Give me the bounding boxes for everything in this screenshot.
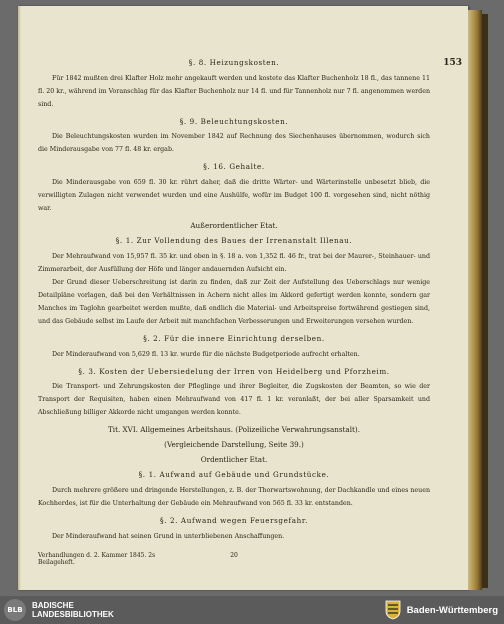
paragraph: Der Grund dieser Ueberschreitung ist darin zu finden, daß zur Zeit der Aufstellung des Ueberschlags nur wenige Detailpläne vorlagen, daß bei den Verhältnissen in Achern nicht alles im Akkord gefertigt werden konnte, sondern gar Manches im Taglohn gearbeitet werden mußte, daß endlich die Material- und Arbeitspreise fortwährend gestiegen sind, und das Gebäude selbst im Laufe der Arbeit mit manchfachen Verbesserungen und Erweiterungen versehen wurden. [38, 278, 430, 325]
section-heading: §. 1. Zur Vollendung des Baues der Irrenanstalt Illenau. [115, 236, 353, 246]
paragraph: Die Beleuchtungskosten wurden im November 1842 auf Rechnung des Siechenhauses übernommen, wodurch sich die Minderausgabe von 77 fl. 48 kr. ergab. [38, 133, 430, 154]
library-name[interactable] [32, 601, 114, 619]
state-crest-icon [385, 600, 401, 620]
page-footer [38, 552, 430, 566]
footer-spacer [299, 552, 430, 566]
centered-title: Tit. XVI. Allgemeines Arbeitshaus. (Polizeiliche Verwahrungsanstalt). [107, 425, 360, 435]
centered-title: (Vergleichende Darstellung, Seite 39.) [164, 440, 304, 450]
paragraph: Der Mehraufwand von 15,957 fl. 35 kr. und oben in §. 18 a. von 1,352 fl. 46 fr., trat bei der Maurer-, Steinhauer- und Zimmerarbeit, der Ausfüllung der Höfe und länger andauernden Aufsicht ein. [38, 252, 430, 273]
page-number: 153 [443, 58, 462, 68]
centered-title: Außerordentlicher Etat. [190, 221, 278, 231]
footer-source: Verhandlungen d. 2. Kammer 1845. 2s Beilageheft. [38, 552, 156, 566]
section-heading: §. 2. Aufwand wegen Feuersgefahr. [160, 516, 308, 526]
library-name-line1: BADISCHE [32, 601, 74, 610]
section-heading: §. 3. Kosten der Uebersiedelung der Irren von Heidelberg und Pforzheim. [78, 366, 390, 376]
section-heading: §. 2. Für die innere Einrichtung derselben. [143, 333, 325, 343]
blb-logo-icon[interactable]: BLB [4, 599, 26, 621]
section-heading: §. 9. Beleuchtungskosten. [179, 116, 289, 126]
book-edge [468, 10, 482, 590]
section-heading: §. 1. Aufwand auf Gebäude und Grundstücke. [138, 470, 330, 480]
library-name-line2: LANDESBIBLIOTHEK [32, 610, 114, 619]
paragraph: Der Minderaufwand von 5,629 fl. 13 kr. wurde für die nächste Budgetperiode aufrecht erhalten. [52, 350, 360, 358]
section-heading: §. 16. Gehalte. [203, 162, 265, 172]
section-heading: §. 8. Heizungskosten. [188, 58, 280, 67]
state-logo[interactable] [385, 600, 498, 620]
page-gutter [18, 6, 21, 590]
book-cover-edge [482, 14, 488, 588]
paragraph: Der Minderaufwand hat seinen Grund in unterbliebenen Anschaffungen. [52, 532, 285, 540]
page-text [38, 52, 430, 543]
paragraph: Durch mehrere größere und dringende Herstellungen, z. B. der Thorwartswohnung, der Dachkandle und eines neuen Kochherdes, ist für die Unterhaltung der Gebäude ein Mehraufwand von 565 fl. 33 kr. entstanden. [38, 487, 430, 508]
state-name: Baden-Württemberg [406, 604, 498, 616]
footer-sheet-number: 20 [230, 552, 238, 559]
paragraph: Die Transport- und Zehrungskosten der Pfleglinge und ihrer Begleiter, die Zugskosten der Beamten, so wie der Transport der Requisiten, haben einen Mehraufwand von 417 fl. 1 kr. veranlaßt, der bei aller Sparsamkeit und Abschließung billiger Akkorde nicht umgangen werden konnte. [38, 383, 430, 417]
viewer-banner [0, 596, 504, 624]
paragraph: Für 1842 mußten drei Klafter Holz mehr angekauft werden und kostete das Klafter Buchenholz 18 fl., das tannene 11 fl. 20 kr., während im Voranschlag für das Klafter Buchenholz nur 14 fl. und für Tannenholz nur 7 fl. angenommen werden sind. [38, 74, 430, 108]
paragraph: Die Minderausgabe von 659 fl. 30 kr. rührt daher, daß die dritte Wärter- und Wärterinstelle unbesetzt blieb, die verwilligten Zulagen nicht verwendet wurden und eine Aushülfe, wofür im Budget 100 fl. vorgesehen sind, nicht nöthig war. [38, 179, 430, 213]
centered-title: Ordentlicher Etat. [200, 455, 268, 465]
